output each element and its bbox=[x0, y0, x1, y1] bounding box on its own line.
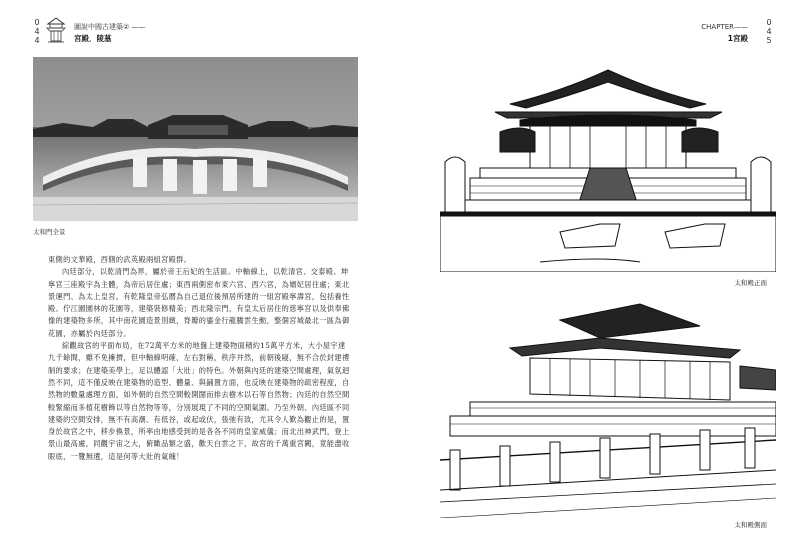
page-digit: 4 bbox=[34, 27, 40, 36]
taihe-gate-photo bbox=[33, 57, 358, 221]
page-digit: 0 bbox=[766, 18, 772, 27]
paragraph: 綜觀故宮的平面布局，在72萬平方米的地盤上建築物面積約15萬平方米，大小屋宇達九千餘間，雖不免擁擠，但中軸線明確，左右對稱，秩序井然，前朝後寢，無不合於封建禮制的要求；在建築美學上，足以體認「大壯」的特色。外朝與內廷的建築空間處理，氣氛迥然不同，這不僅反映在建築物的造型、體量、與鋪置方面，也反映在建築物的疏密程度，自然物的數量處理方面，如外朝的自然空間較開闊而排去樹木以石等自然物；內廷的自然空間較緊縮而多植花樹飾以等自然物等等，分別展現了不同的空間氣圍。乃至外朝、內廷區不同建築的空間安排，無不有高潮、有低谷，或起或伏，張弛有致，尤其令人歎為觀止的是，置身於故宮之中，移步換景，所率由地感受到的是各各不同的皇家威儀；而北出神武門，登上景山最高處，同觀宇宙之大，俯瞰品類之盛，歡天白雲之下，故宮的千萬重宮闕，竟能盡收眼底，一覽無遺，這是何等大壯的氣魄！ bbox=[48, 341, 350, 461]
caption-top: 太和殿正面 bbox=[734, 279, 767, 287]
page-digit: 5 bbox=[766, 36, 772, 45]
paragraph: 東側的文華殿，西側的武英殿兩組宮殿群。 bbox=[48, 255, 192, 264]
taihe-hall-front-drawing bbox=[440, 52, 776, 272]
chapter-header bbox=[701, 22, 748, 44]
caption-bottom: 太和殿側面 bbox=[734, 521, 767, 529]
right-page bbox=[400, 0, 800, 548]
taihe-hall-side-drawing bbox=[440, 290, 776, 518]
pagoda-logo-icon bbox=[46, 17, 66, 43]
page-digit: 4 bbox=[766, 27, 772, 36]
page-digit: 4 bbox=[34, 36, 40, 45]
series-title: 圖說中國古建築② —— bbox=[74, 23, 146, 31]
page-digit: 0 bbox=[34, 18, 40, 27]
section-title: 1宮殿 bbox=[727, 34, 748, 43]
page-number-right bbox=[765, 18, 773, 45]
paragraph: 內廷部分，以乾清門為界，屬於帝王后妃的生活區。中軸線上，以乾清宮、交泰殿、坤寧宮三座殿宇為主體，為帝后居住處；東西兩側密布東六宮、西六宮，為嬪妃居住處；東北景運門、為太上皇宮，有乾隆皇帝弘曆為自己退位後預居所建的一組宮殿寧壽宮，包括養性殿、佇江園園林的花園等，建築裝修精美；西北隆宗門，有皇太后居住的慈寧宮以及供奉佛像的建築物多所，其中南花園造景別緻，脊瓣的鎏金行龍騰雲生動，整個宮城最北一區為御花園，亦屬於內廷部分。 bbox=[48, 267, 350, 338]
photo-caption: 太和門全景 bbox=[33, 228, 66, 236]
chapter-label: CHAPTER—— bbox=[701, 23, 748, 31]
body-text bbox=[48, 254, 350, 463]
subtitle: 宮殿．陵墓 bbox=[74, 34, 112, 43]
page-number-left bbox=[33, 18, 41, 45]
